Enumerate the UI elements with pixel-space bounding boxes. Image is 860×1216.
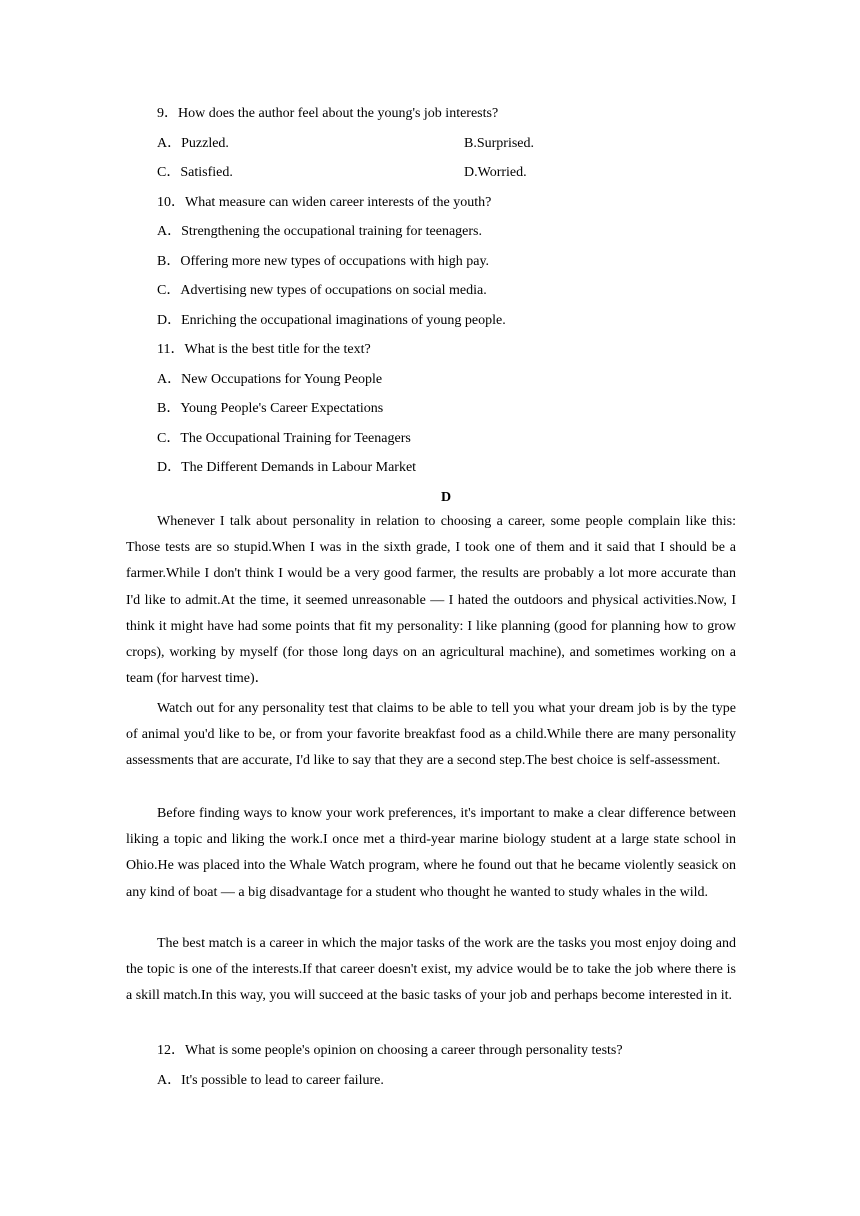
question-11-option-b: B．Young People's Career Expectations (157, 401, 384, 416)
section-heading-d: D (440, 490, 452, 505)
question-10-stem: 10．What measure can widen career interests of the youth? (157, 195, 492, 210)
question-9-stem: 9．How does the author feel about the young's job interests? (157, 106, 499, 121)
passage-paragraph-3: Before finding ways to know your work preferences, it's important to make a clear difference between liking a topic and liking the work.I once met a third-year marine biology student at a large state school in Ohio.He was placed into the Whale Watch program, where he found out that he became violently seasick on any kind of boat — a big disadvantage for a student who thought he wanted to study whales in the wild. (126, 806, 736, 900)
question-11-stem: 11．What is the best title for the text? (157, 342, 371, 357)
question-10-option-d: D．Enriching the occupational imaginations of young people. (157, 313, 506, 328)
question-9-option-b: B.Surprised. (464, 136, 534, 151)
question-10-option-a: A．Strengthening the occupational training for teenagers. (157, 224, 483, 239)
question-9-option-d: D.Worried. (464, 165, 527, 180)
question-10-option-b: B．Offering more new types of occupations with high pay. (157, 254, 490, 269)
question-11-option-c: C．The Occupational Training for Teenagers (157, 431, 411, 446)
question-12-option-a: A．It's possible to lead to career failure. (157, 1073, 384, 1088)
question-12-stem: 12．What is some people's opinion on choosing a career through personality tests? (157, 1043, 623, 1058)
question-9-option-c: C．Satisfied. (157, 165, 233, 180)
question-11-option-d: D．The Different Demands in Labour Market (157, 460, 417, 475)
passage-paragraph-4: The best match is a career in which the major tasks of the work are the tasks you most enjoy doing and the topic is one of the interests.If that career doesn't exist, my advice would be to take the job where there is a skill match.In this way, you will succeed at the basic tasks of your job and perhaps become interested in it. (126, 936, 736, 1004)
passage-paragraph-1: Whenever I talk about personality in relation to choosing a career, some people complain like this: Those tests are so stupid.When I was in the sixth grade, I took one of them and it said that I should be a farmer.While I don't think I would be a very good farmer, the results are probably a lot more accurate than I'd like to admit.At the time, it seemed unreasonable — I hated the outdoors and physical activities.Now, I think it might have had some points that fit my personality: I like planning (good for planning how to grow crops), working by myself (for those long days on an agricultural machine), and sometimes working on a team (for harvest time)． (126, 514, 736, 687)
passage-paragraph-2: Watch out for any personality test that claims to be able to tell you what your dream job is by the type of animal you'd like to be, or from your favorite breakfast food as a child.While there are many personality assessments that are accurate, I'd like to say that they are a second step.The best choice is self-assessment. (126, 701, 736, 769)
question-9-option-a: A．Puzzled. (157, 136, 229, 151)
question-10-option-c: C．Advertising new types of occupations on social media. (157, 283, 487, 298)
question-11-option-a: A．New Occupations for Young People (157, 372, 383, 387)
